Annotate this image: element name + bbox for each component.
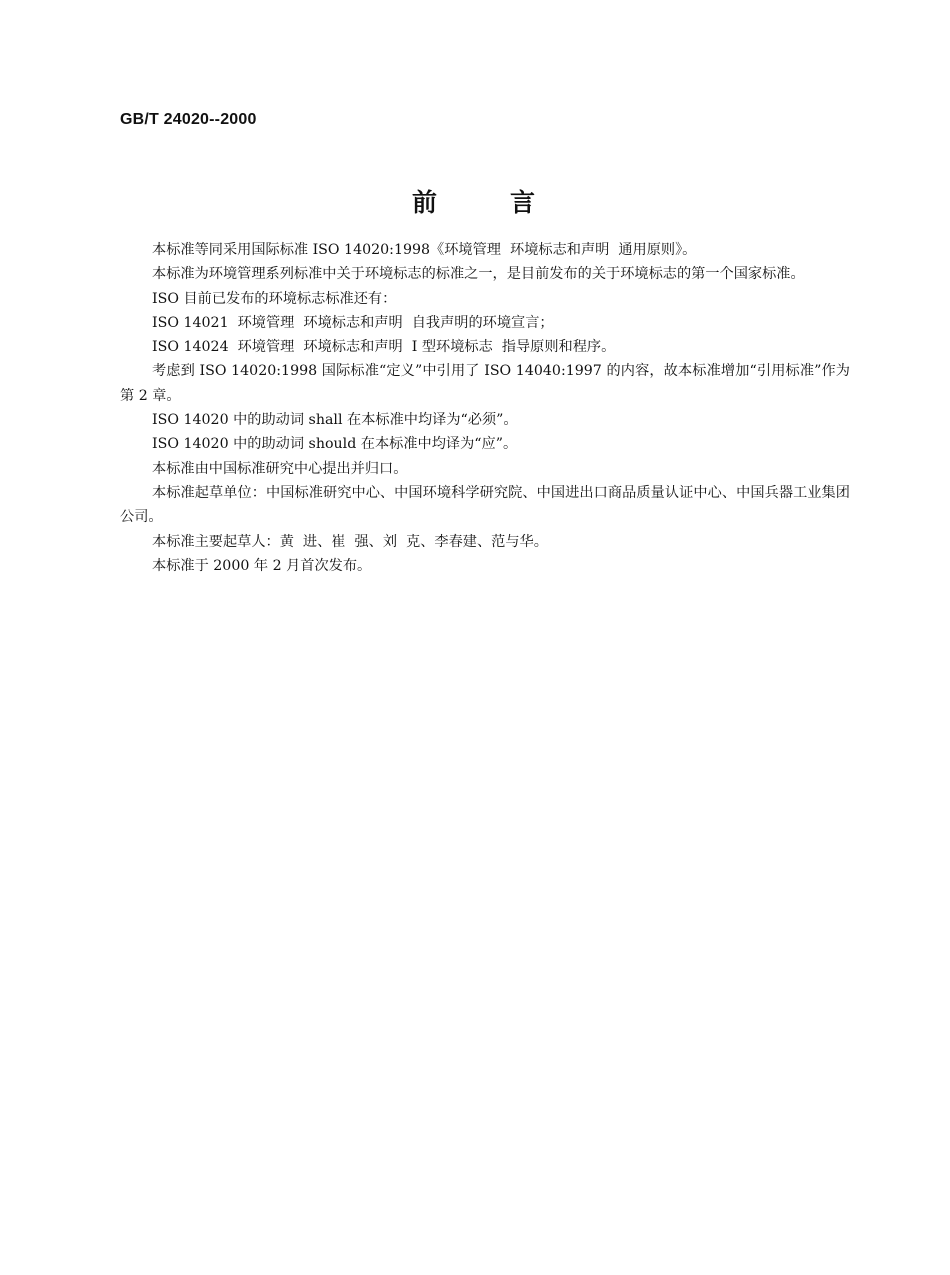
title-char-2: 言 xyxy=(510,188,539,217)
paragraph-should: ISO 14020 中的助动词 should 在本标准中均译为“应”。 xyxy=(152,436,518,453)
foreword-body xyxy=(120,238,850,578)
paragraph-adoption: 本标准等同采用国际标准 ISO 14020:1998《环境管理 环境标志和声明 通用原则》。 xyxy=(152,242,697,258)
title-char-1: 前 xyxy=(411,188,440,217)
paragraph-references: 考虑到 ISO 14020:1998 国际标准“定义”中引用了 ISO 14040:1997 的内容，故本标准增加“引用标准”作为第 2 章。 xyxy=(120,363,850,404)
paragraph-series: 本标准为环境管理系列标准中关于环境标志的标准之一，是目前发布的关于环境标志的第一个国家标准。 xyxy=(152,266,805,283)
paragraph-iso-14021: ISO 14021 环境管理 环境标志和声明 自我声明的环境宣言； xyxy=(152,314,554,331)
paragraph-shall: ISO 14020 中的助动词 shall 在本标准中均译为“必须”。 xyxy=(152,412,518,429)
standard-code: GB/T 24020--2000 xyxy=(120,111,257,128)
paragraph-iso-published: ISO 目前已发布的环境标志标准还有： xyxy=(152,290,397,307)
paragraph-iso-14024: ISO 14024 环境管理 环境标志和声明 I 型环境标志 指导原则和程序。 xyxy=(152,339,616,356)
paragraph-drafting-units: 本标准起草单位：中国标准研究中心、中国环境科学研究院、中国进出口商品质量认证中心、中国兵器工业集团公司。 xyxy=(120,484,850,526)
page-title xyxy=(0,183,950,219)
paragraph-drafters: 本标准主要起草人：黄 进、崔 强、刘 克、李春建、范与华。 xyxy=(152,533,548,550)
paragraph-proposer: 本标准由中国标准研究中心提出并归口。 xyxy=(152,460,408,477)
paragraph-first-release: 本标准于 2000 年 2 月首次发布。 xyxy=(152,557,372,574)
